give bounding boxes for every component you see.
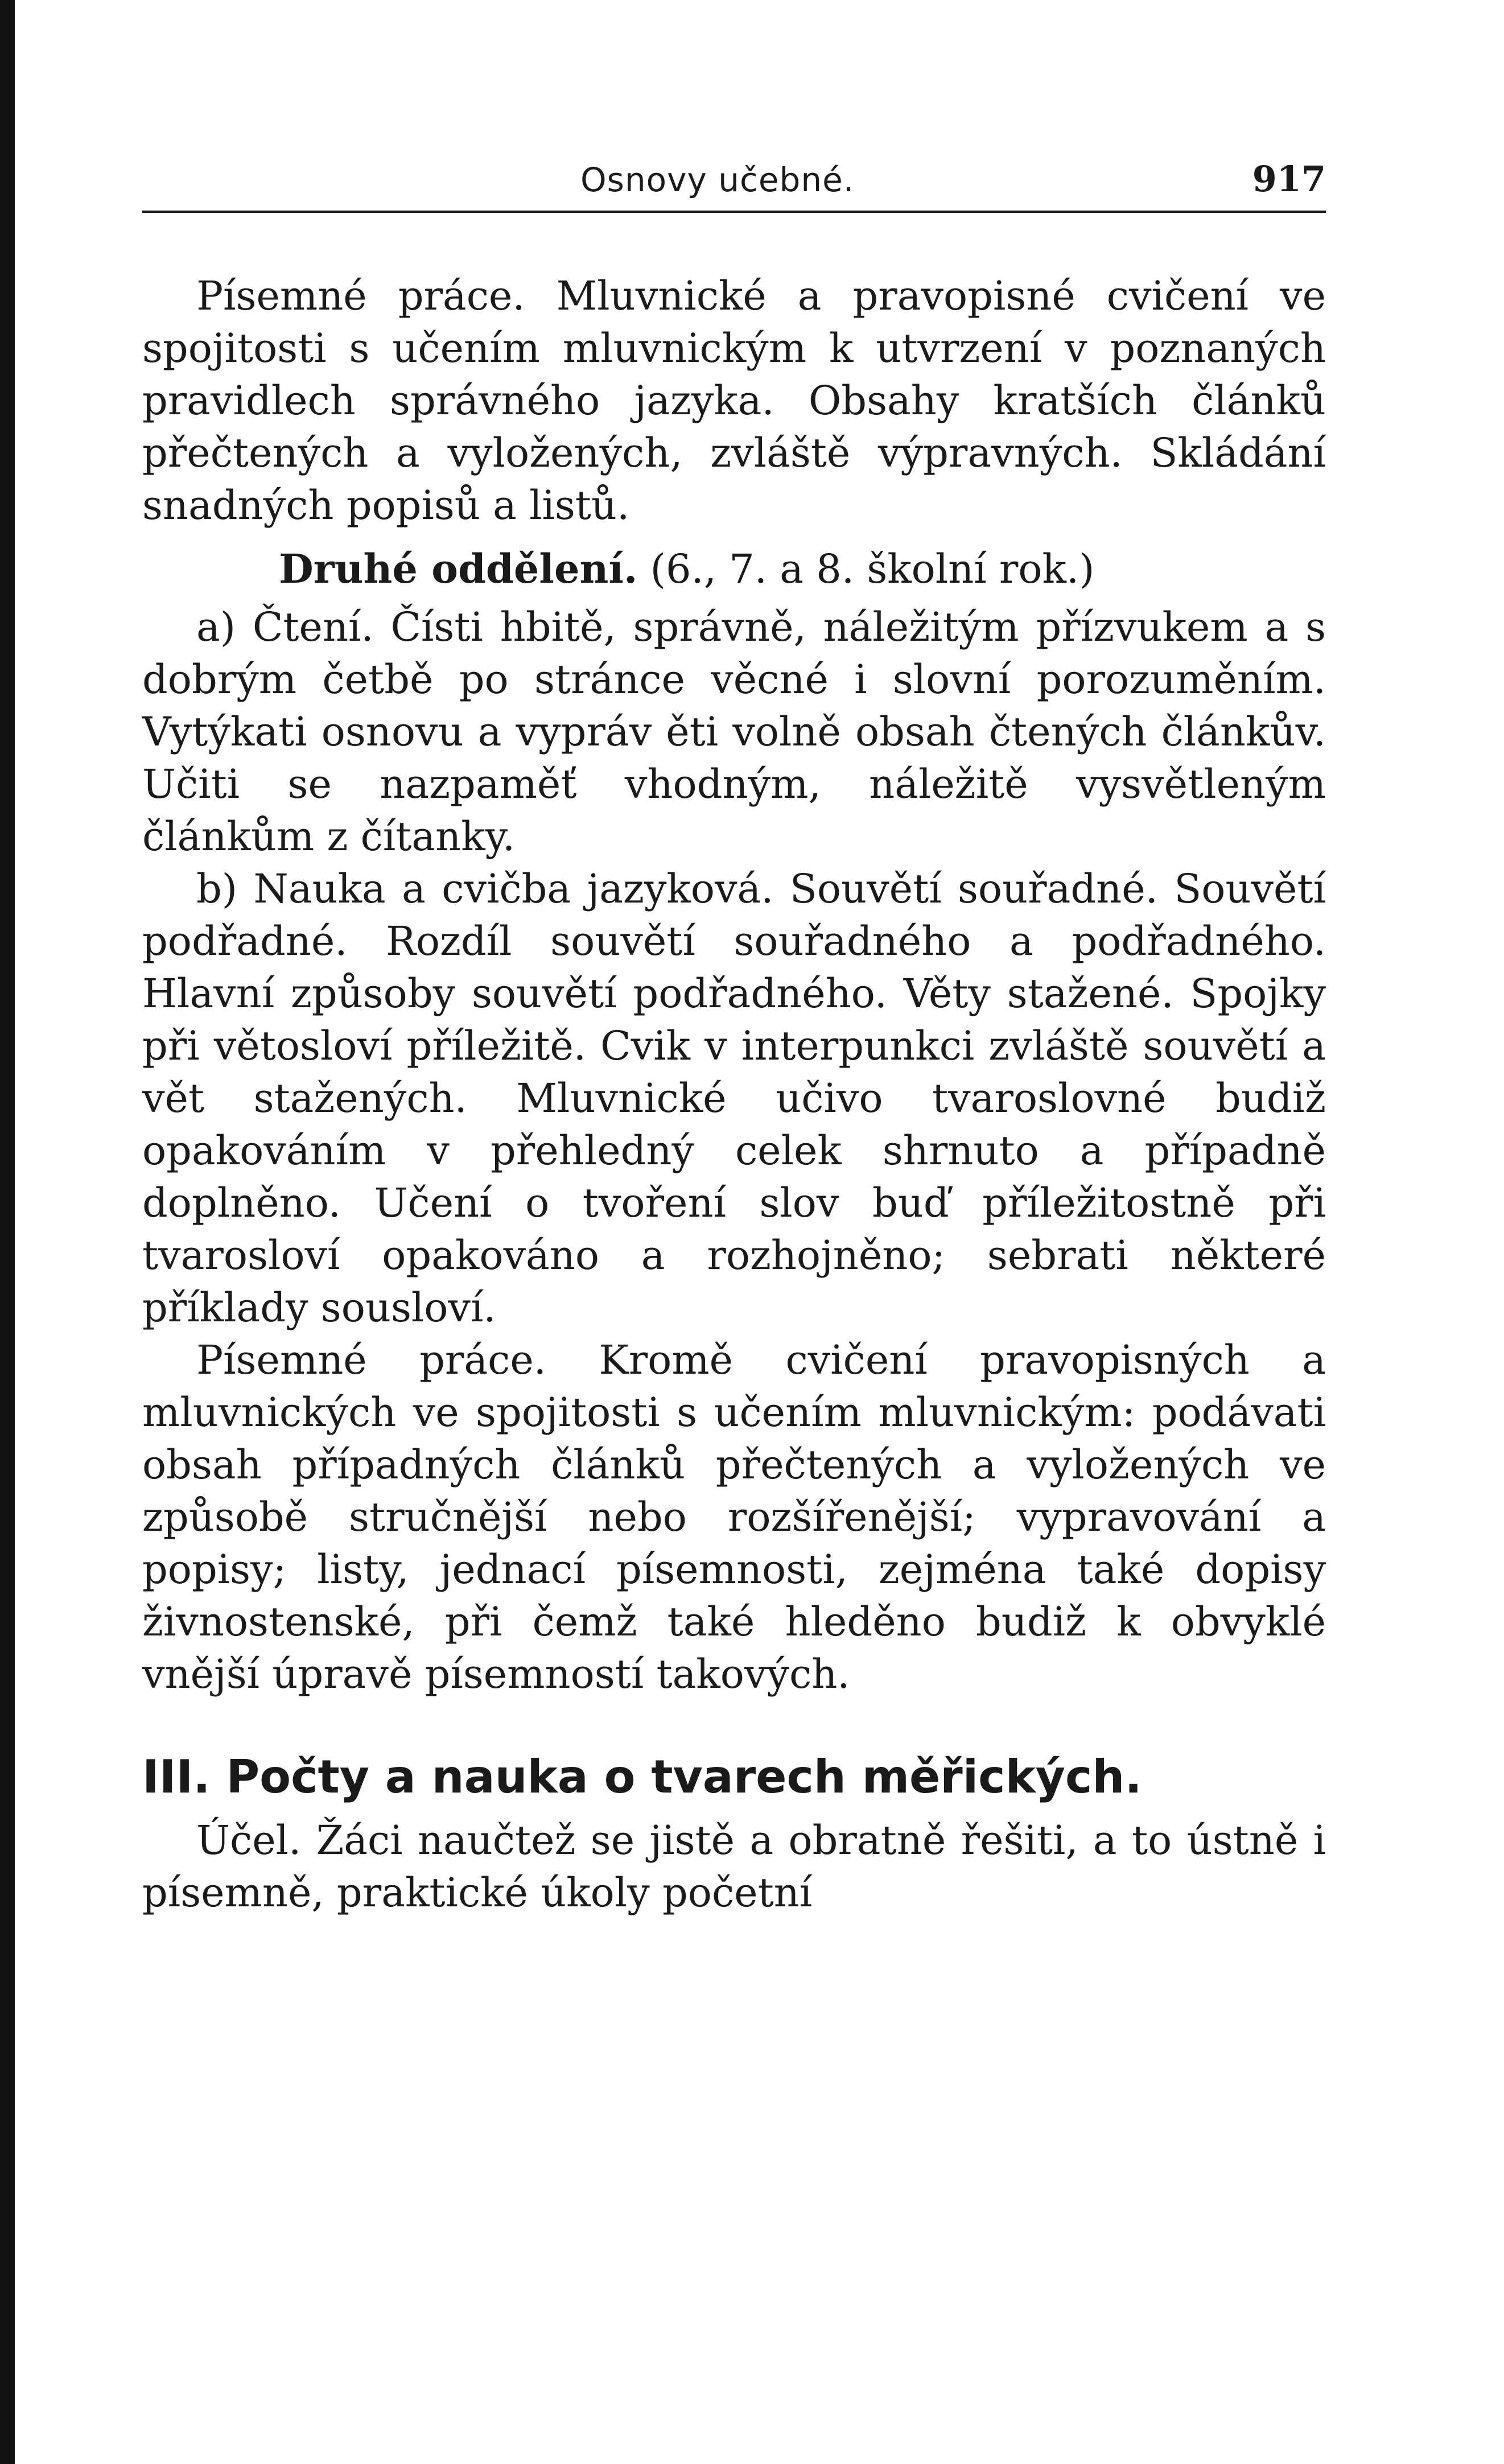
paragraph-goal: Účel. Žáci naučtež se jistě a obratně řešiti, a to ústně i písemně, praktické úkoly početní: [142, 1817, 1326, 1916]
paragraph-written-work-2: Písemné práce. Kromě cvičení pravopisných a mluvnických ve spojitosti s učením mluvnickým: podávati obsah případných článků přečtených a vyložených ve způsobě stručnější nebo rozšířenější; vypravování a popisy; listy, jednací písemnosti, zejména také dopisy živnostenské, při čemž také hleděno budiž k obvyklé vnější úpravě písemností takových.: [142, 1337, 1326, 1697]
second-section-years: (6., 7. a 8. školní rok.): [650, 546, 1095, 592]
book-page: [142, 148, 1326, 1919]
page-body: [142, 270, 1326, 1919]
page-number: 917: [1252, 158, 1326, 200]
paragraph-language: b) Nauka a cvičba jazyková. Souvětí souřadné. Souvětí podřadné. Rozdíl souvětí souřadného a podřadného. Hlavní způsoby souvětí podřadného. Věty stažené. Spojky při větosloví příležitě. Cvik v interpunkci zvláště souvětí a vět stažených. Mluvnické učivo tvaroslovné budiž opakováním v přehledný celek shrnuto a případně doplněno. Učení o tvoření slov buď příležitostně při tvarosloví opakováno a rozhojněno; sebrati některé příklady sousloví.: [142, 866, 1326, 1331]
paragraph-reading: a) Čtení. Čísti hbitě, správně, náležitým přízvukem a s dobrým četbě po stránce věcné i slovní porozuměním. Vytýkati osnovu a vypráv ěti volně obsah čtených článkův. Učiti se nazpaměť vhodným, náležitě vysvětleným článkům z čítanky.: [142, 604, 1326, 860]
running-header: [142, 148, 1326, 213]
section-gap: [142, 1700, 1326, 1746]
section-three-heading: III. Počty a nauka o tvarech měřických.: [142, 1750, 1142, 1803]
scan-edge: [0, 0, 15, 2464]
running-title: Osnovy učebné.: [580, 160, 855, 199]
second-section-heading: [142, 543, 1326, 595]
second-section-title: Druhé oddělení.: [279, 545, 638, 592]
paragraph-written-work: Písemné práce. Mluvnické a pravopisné cvičení ve spojitosti s učením mluvnickým k utvrzení v poznaných pravidlech správného jazyka. Obsahy kratších článků přečtených a vyložených, zvláště výpravných. Skládání snadných popisů a listů.: [142, 273, 1326, 529]
